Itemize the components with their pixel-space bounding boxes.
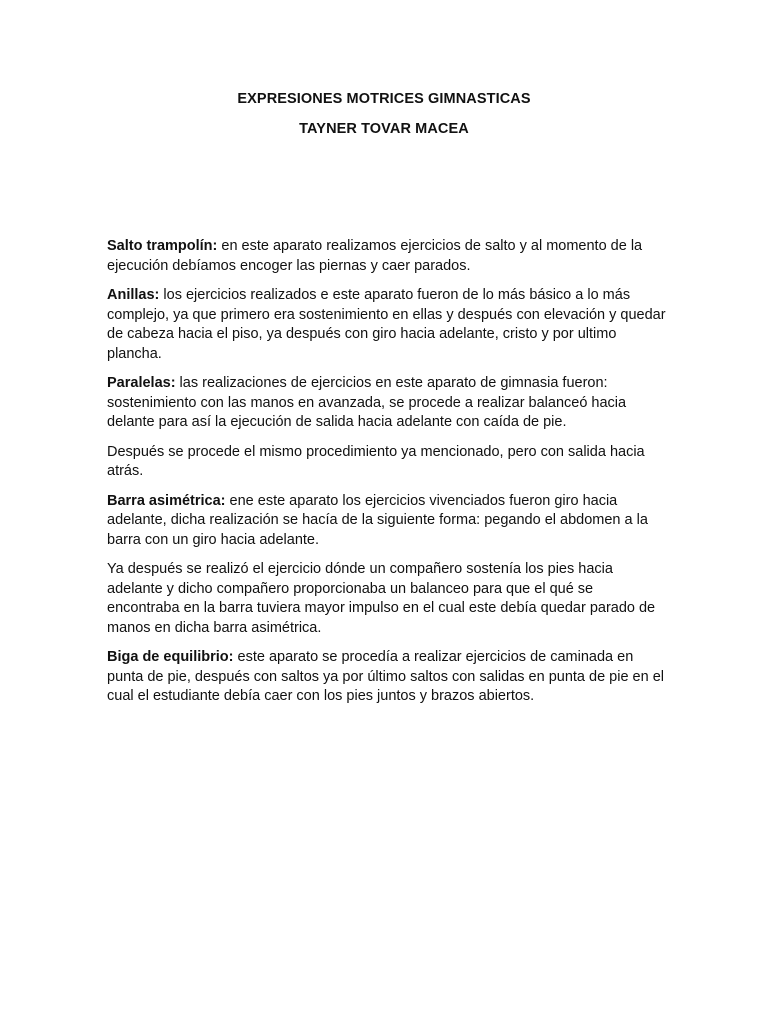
paragraph-term: Salto trampolín:: [107, 238, 218, 254]
document-title: EXPRESIONES MOTRICES GIMNASTICAS: [237, 91, 531, 107]
paragraph-biga-de-equilibrio: [107, 648, 667, 707]
paragraph-term: Biga de equilibrio:: [107, 649, 234, 665]
paragraph-anillas: [107, 286, 667, 364]
paragraph-text: las realizaciones de ejercicios en este aparato de gimnasia fueron: sostenimiento con las manos en avanzada, se procede a realizar balanceó hacia delante para así la ejecución de salida hacia adelante con caída de pie.: [107, 375, 627, 430]
paragraph-paralelas-continuation: [107, 443, 667, 482]
paragraph-text: este aparato se procedía a realizar ejercicios de caminada en punta de pie, después con saltos ya por último saltos con salidas en punta de pie en el cual el estudiante debía caer con los pies juntos y brazos abiertos.: [107, 649, 665, 704]
paragraph-text: en este aparato realizamos ejercicios de salto y al momento de la ejecución debíamos encoger las piernas y caer parados.: [107, 238, 643, 274]
paragraph-salto-trampolin: [107, 237, 667, 276]
document-body: [107, 237, 667, 717]
document-author: TAYNER TOVAR MACEA: [299, 121, 469, 137]
paragraph-term: Anillas:: [107, 287, 160, 303]
paragraph-term: Paralelas:: [107, 375, 176, 391]
paragraph-text: los ejercicios realizados e este aparato fueron de lo más básico a lo más complejo, ya que primero era sostenimiento en ellas y después con elevación y quedar de cabeza hacia el piso, ya después con giro hacia adelante, cristo y por ultimo plancha.: [107, 287, 666, 362]
paragraph-text: Ya después se realizó el ejercicio dónde un compañero sostenía los pies hacia adelante y dicho compañero proporcionaba un balanceo para que el qué se encontraba en la barra tuviera mayor impulso en el cual este debía quedar parado de manos en dicha barra asimétrica.: [107, 561, 656, 636]
paragraph-barra-asimetrica-continuation: [107, 560, 667, 638]
paragraph-barra-asimetrica: [107, 492, 667, 551]
paragraph-term: Barra asimétrica:: [107, 492, 226, 509]
paragraph-text: ene este aparato los ejercicios vivenciados fueron giro hacia adelante, dicha realización se hacía de la siguiente forma: pegando el abdomen a la barra con un giro hacia adelante.: [107, 492, 648, 548]
paragraph-paralelas: [107, 374, 667, 433]
paragraph-text: Después se procede el mismo procedimiento ya mencionado, pero con salida hacia atrás.: [107, 443, 645, 479]
